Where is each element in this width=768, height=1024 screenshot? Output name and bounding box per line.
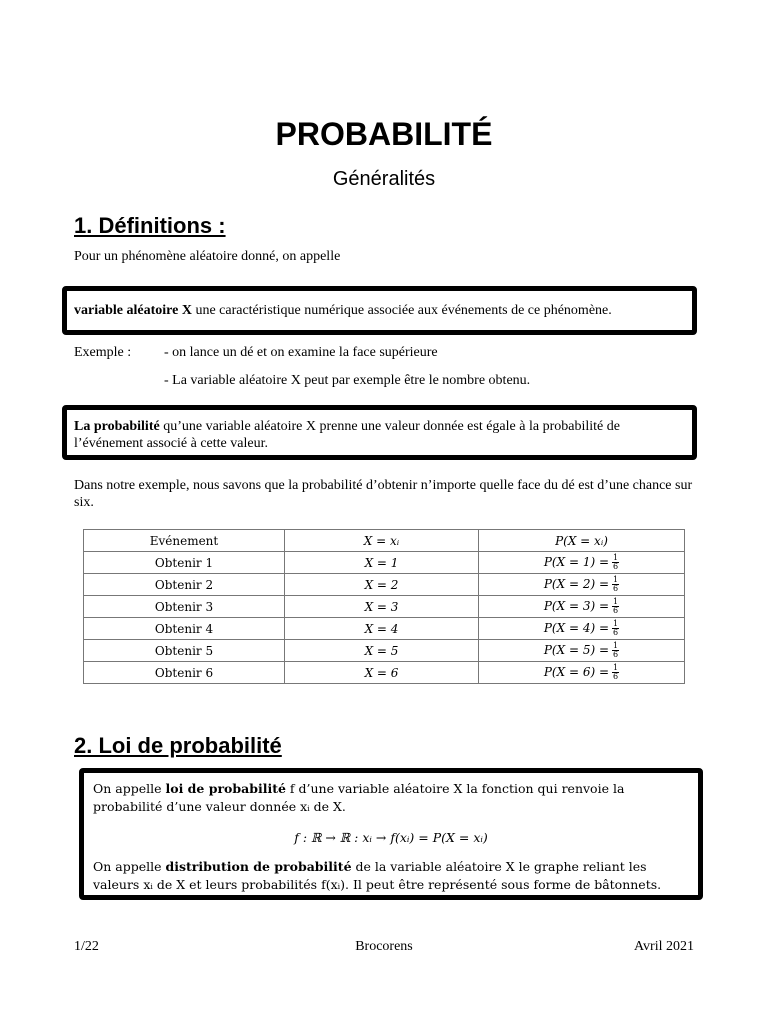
p-cell: P(X = 2) = $\frac{1}{6}$ <box>479 574 685 596</box>
fraction: $\frac{1}{6}$ <box>613 641 619 659</box>
table-row <box>84 596 685 618</box>
header-p: P(X = xᵢ) <box>479 530 685 552</box>
event-cell: Obtenir 3 <box>84 596 285 618</box>
p-cell: P(X = 4) = $\frac{1}{6}$ <box>479 618 685 640</box>
probability-term: La probabilité <box>74 419 160 434</box>
footer-date: Avril 2021 <box>633 939 694 954</box>
probability-text: qu’une variable aléatoire X prenne une valeur donnée est égale à la probabilité de l’événement associé à cette valeur. <box>74 419 620 451</box>
event-cell: Obtenir 2 <box>84 574 285 596</box>
x-cell: X = 3 <box>285 596 479 618</box>
table-row <box>84 662 685 684</box>
fraction: $\frac{1}{6}$ <box>613 619 619 637</box>
table-row <box>84 640 685 662</box>
x-cell: X = 1 <box>285 552 479 574</box>
law-formula: f : ℝ → ℝ : xᵢ → f(xᵢ) = P(X = xᵢ) <box>294 830 488 845</box>
definition-term: variable aléatoire X <box>74 303 192 318</box>
event-cell: Obtenir 4 <box>84 618 285 640</box>
example-line-1: - on lance un dé et on examine la face supérieure <box>164 345 438 360</box>
event-cell: Obtenir 5 <box>84 640 285 662</box>
events-table <box>83 529 685 684</box>
example-line-2: - La variable aléatoire X peut par exemple être le nombre obtenu. <box>164 373 531 388</box>
p-cell: P(X = 1) = $\frac{1}{6}$ <box>479 552 685 574</box>
header-x: X = xᵢ <box>285 530 479 552</box>
definition-box-probability <box>62 405 697 460</box>
footer-page-number: 1/22 <box>74 939 99 954</box>
section-2-heading: 2. Loi de probabilité <box>74 733 282 758</box>
table-header-row <box>84 530 685 552</box>
p-cell: P(X = 3) = $\frac{1}{6}$ <box>479 596 685 618</box>
fraction: $\frac{1}{6}$ <box>613 663 619 681</box>
x-cell: X = 6 <box>285 662 479 684</box>
table-row <box>84 552 685 574</box>
law-definition-box <box>79 768 703 900</box>
law-paragraph-2: On appelle distribution de probabilité de la variable aléatoire X le graphe reliant les valeurs xᵢ de X et leurs probabilités f(xᵢ). Il peut être représenté sous forme de bâtonnets. <box>93 859 662 892</box>
p-cell: P(X = 6) = $\frac{1}{6}$ <box>479 662 685 684</box>
table-row <box>84 574 685 596</box>
definition-box-variable <box>62 286 697 335</box>
footer-author: Brocorens <box>355 939 413 954</box>
x-cell: X = 2 <box>285 574 479 596</box>
section-1-intro: Pour un phénomène aléatoire donné, on appelle <box>74 249 341 264</box>
section-1-heading: 1. Définitions : <box>74 213 226 238</box>
fraction: $\frac{1}{6}$ <box>613 553 619 571</box>
event-cell: Obtenir 1 <box>84 552 285 574</box>
law-paragraph-1: On appelle loi de probabilité f d’une variable aléatoire X la fonction qui renvoie la probabilité d’une valeur donnée xᵢ de X. <box>93 781 625 814</box>
header-event: Evénement <box>84 530 285 552</box>
x-cell: X = 4 <box>285 618 479 640</box>
example-label: Exemple : <box>74 345 132 360</box>
x-cell: X = 5 <box>285 640 479 662</box>
p-cell: P(X = 5) = $\frac{1}{6}$ <box>479 640 685 662</box>
page-subtitle: Généralités <box>332 168 436 190</box>
event-cell: Obtenir 6 <box>84 662 285 684</box>
table-row <box>84 618 685 640</box>
fraction: $\frac{1}{6}$ <box>613 597 619 615</box>
example-paragraph: Dans notre exemple, nous savons que la probabilité d’obtenir n’importe quelle face du dé est d’une chance sur six. <box>74 478 693 510</box>
page-title: PROBABILITÉ <box>275 116 493 152</box>
fraction: $\frac{1}{6}$ <box>613 575 619 593</box>
definition-text: une caractéristique numérique associée aux événements de ce phénomène. <box>191 303 612 318</box>
